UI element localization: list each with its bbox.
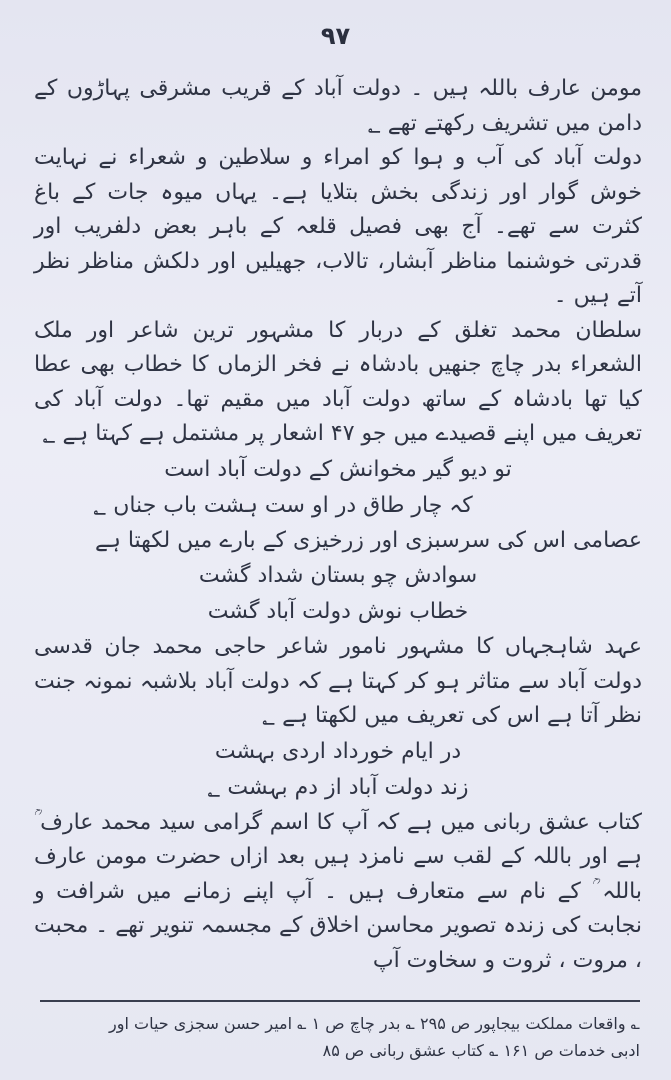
verse-line: کہ چار طاق در او ست ہشت باب جناں ؂ [93,492,473,518]
paragraph: دولت آباد کی آب و ہوا کو امراء و سلاطین و شعراء نے نہایت خوش گوار اور زندگی بخش بتلایا ہے۔ یہاں میوہ جات کے باغ کثرت سے تھے۔ آج بھی فصیل قلعہ کے باہر بعض دلفریب اور قدرتی خوشنما مناظر آبشار، تالاب، جھیلیں اور دلکش مناظر نظر آتے ہیں ۔ [34,145,642,308]
verse-line: سوادش چو بستان شداد گشت [198,563,478,588]
paragraph: کتاب عشق ربانی میں ہے کہ آپ کا اسم گرامی سید محمد عارف ؒ ہے اور باللہ کے لقب سے نامزد ہیں بعد ازاں حضرت مومن عارف باللہ ؒ کے نام سے متعارف ہیں ۔ آپ اپنے زمانے میں شرافت و نجابت کی زندہ تصویر محاسن اخلاق کے مجسمہ تنویر تھے ۔ محبت ، مروت ، ثروت و سخاوت آپ [34,809,642,973]
footnote-divider [40,1000,640,1002]
verse-line: تو دیو گیر مخوانش کے دولت آباد است [164,456,512,482]
verse-couplet [34,452,642,524]
paragraph: مومن عارف باللہ ہیں ۔ دولت آباد کے قریب مشرقی پہاڑوں کے دامن میں تشریف رکھتے تھے ؂ [34,76,642,136]
verse-line: در ایام خورداد اردی بہشت [214,738,462,764]
verse-couplet [34,734,642,806]
paragraph: عصامی اس کی سرسبزی اور زرخیزی کے بارے میں لکھتا ہے [95,527,642,553]
verse-line: زند دولت آباد از دم بہشت ؂ [207,774,469,800]
verse-couplet [34,558,642,630]
footnotes [40,1010,640,1064]
footnote-line: ؎ واقعات مملکت بیجاپور ص ۲۹۵ ؎ بدر چاچ ص ۱ ؎ امیر حسن سجزی حیات اور [109,1014,640,1033]
page-number: ۹۷ [320,22,351,50]
footnote-line: ادبی خدمات ص ۱۶۱ ؎ کتاب عشق ربانی ص ۸۵ [322,1041,640,1060]
body-text [34,72,642,978]
paragraph: سلطان محمد تغلق کے دربار کا مشہور ترین شاعر اور ملک الشعراء بدر چاچ جنھیں بادشاہ نے فخر الزماں کا خطاب بھی عطا کیا تھا بادشاہ کے ساتھ دولت آباد میں مقیم تھا۔ دولت آباد کی تعریف میں اپنے قصیدے میں جو ۴۷ اشعار پر مشتمل ہے کہتا ہے ؂ [34,317,642,446]
verse-line: خطاب نوش دولت آباد گشت [207,599,469,624]
paragraph: عہد شاہجہاں کا مشہور نامور شاعر حاجی محمد جان قدسی دولت آباد سے متاثر ہو کر کہتا ہے کہ دولت آباد بلاشبہ نمونہ جنت نظر آتا ہے اس کی تعریف میں لکھتا ہے ؂ [34,634,642,728]
